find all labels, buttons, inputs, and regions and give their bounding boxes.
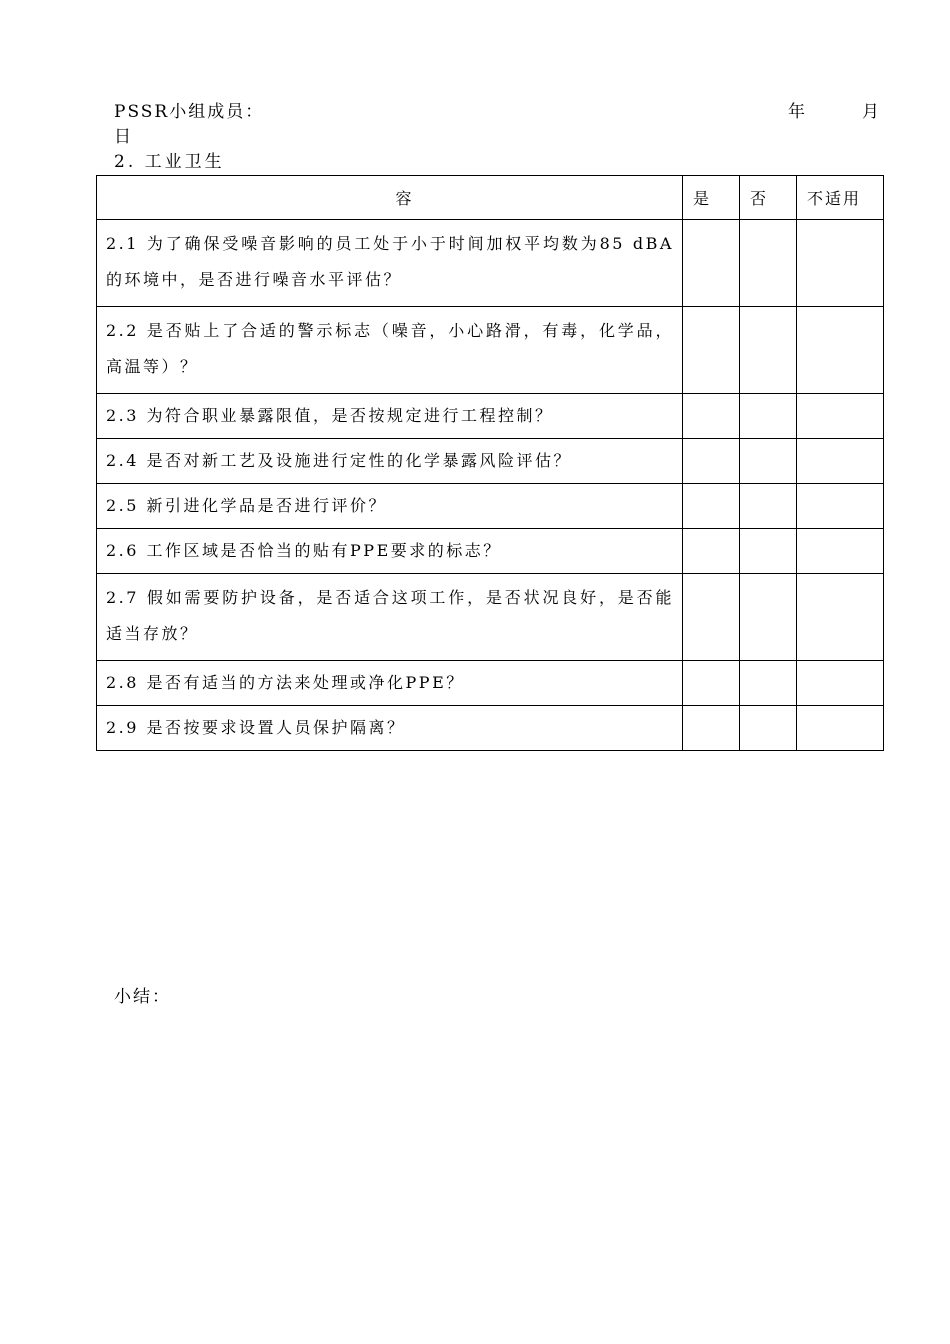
yes-cell[interactable] — [683, 574, 740, 661]
table-row — [97, 220, 884, 307]
no-cell[interactable] — [740, 484, 797, 529]
no-cell[interactable] — [740, 529, 797, 574]
item-text: 2.9 是否按要求设置人员保护隔离？ — [97, 706, 683, 751]
na-cell[interactable] — [797, 706, 884, 751]
yes-cell[interactable] — [683, 394, 740, 439]
header-na: 不适用 — [797, 176, 884, 220]
table-row — [97, 706, 884, 751]
day-label: 日 — [114, 127, 131, 147]
na-cell[interactable] — [797, 661, 884, 706]
no-cell[interactable] — [740, 661, 797, 706]
na-cell[interactable] — [797, 574, 884, 661]
na-cell[interactable] — [797, 484, 884, 529]
yes-cell[interactable] — [683, 307, 740, 394]
table-row — [97, 574, 884, 661]
yes-cell[interactable] — [683, 220, 740, 307]
no-cell[interactable] — [740, 394, 797, 439]
yes-cell[interactable] — [683, 661, 740, 706]
item-text: 2.8 是否有适当的方法来处理或净化PPE？ — [97, 661, 683, 706]
month-label: 月 — [862, 102, 879, 122]
table-row — [97, 484, 884, 529]
table-row — [97, 307, 884, 394]
yes-cell[interactable] — [683, 439, 740, 484]
header-no: 否 — [740, 176, 797, 220]
na-cell[interactable] — [797, 529, 884, 574]
na-cell[interactable] — [797, 220, 884, 307]
no-cell[interactable] — [740, 574, 797, 661]
item-text: 2.6 工作区域是否恰当的贴有PPE要求的标志？ — [97, 529, 683, 574]
yes-cell[interactable] — [683, 706, 740, 751]
no-cell[interactable] — [740, 307, 797, 394]
header-content: 容 — [97, 176, 683, 220]
header-yes: 是 — [683, 176, 740, 220]
no-cell[interactable] — [740, 706, 797, 751]
item-text: 2.3 为符合职业暴露限值，是否按规定进行工程控制？ — [97, 394, 683, 439]
summary-label: 小结： — [114, 987, 171, 1007]
table-row — [97, 529, 884, 574]
na-cell[interactable] — [797, 394, 884, 439]
year-label: 年 — [788, 102, 805, 122]
table-row — [97, 394, 884, 439]
members-label: PSSR小组成员： — [114, 102, 265, 122]
na-cell[interactable] — [797, 307, 884, 394]
no-cell[interactable] — [740, 220, 797, 307]
item-text: 2.1 为了确保受噪音影响的员工处于小于时间加权平均数为85 dBA的环境中，是否进行噪音水平评估？ — [97, 220, 683, 307]
table-row — [97, 661, 884, 706]
table-header-row — [97, 176, 884, 220]
item-text: 2.7 假如需要防护设备，是否适合这项工作，是否状况良好，是否能适当存放？ — [97, 574, 683, 661]
item-text: 2.2 是否贴上了合适的警示标志（噪音，小心路滑，有毒，化学品，高温等）？ — [97, 307, 683, 394]
item-text: 2.4 是否对新工艺及设施进行定性的化学暴露风险评估？ — [97, 439, 683, 484]
no-cell[interactable] — [740, 439, 797, 484]
section-title: 2. 工业卫生 — [114, 152, 225, 172]
na-cell[interactable] — [797, 439, 884, 484]
yes-cell[interactable] — [683, 484, 740, 529]
item-text: 2.5 新引进化学品是否进行评价？ — [97, 484, 683, 529]
table-row — [97, 439, 884, 484]
yes-cell[interactable] — [683, 529, 740, 574]
checklist-table — [96, 175, 884, 751]
